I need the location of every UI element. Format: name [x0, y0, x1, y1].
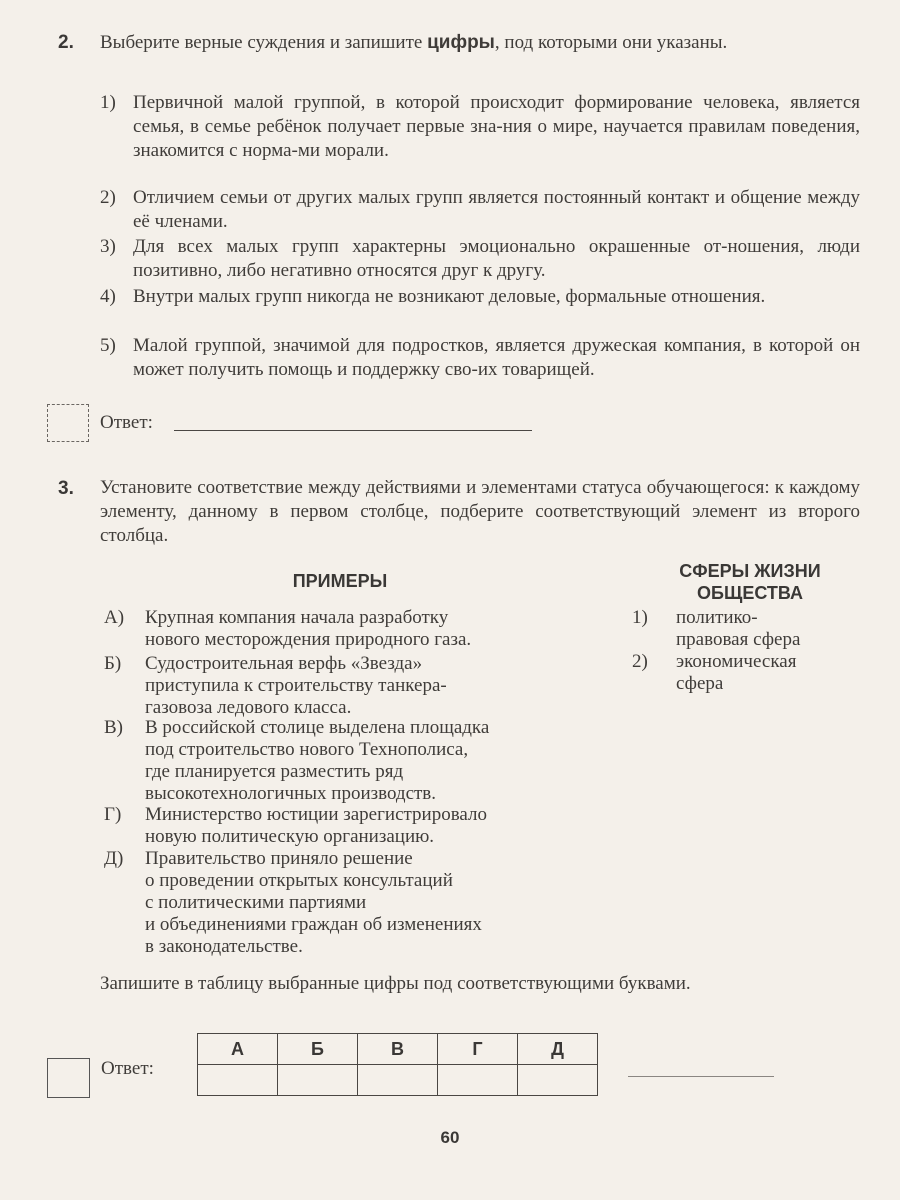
answer-cell-a[interactable]	[198, 1065, 278, 1096]
task-2-option-2: 2) Отличием семьи от других малых групп является постоянный контакт и общение между её членами.	[100, 187, 860, 232]
task-2-option-4: 4) Внутри малых групп никогда не возникают деловые, формальные отношения.	[100, 286, 766, 307]
task-3-prompt: Установите соответствие между действиями и элементами статуса обучающегося: к каждому элементу, данному в первом столбце, подберите соответствующий элемент из второго столбца.	[100, 477, 860, 546]
task-2-number: 2.	[58, 32, 74, 53]
spheres-column-header: СФЕРЫ ЖИЗНИ ОБЩЕСТВА	[679, 561, 821, 603]
task-3-instruction: Запишите в таблицу выбранные цифры под соответствующими буквами.	[100, 973, 691, 994]
answer-header-g: Г	[438, 1034, 518, 1065]
task-2-option-3: 3) Для всех малых групп характерны эмоционально окрашенные от-ношения, люди позитивно, либо негативно относятся друг к другу.	[100, 236, 860, 281]
task-2-answer-line[interactable]	[174, 430, 532, 431]
task-2-prompt: Выберите верные суждения и запишите цифры, под которыми они указаны.	[100, 32, 728, 53]
answer-header-v: В	[358, 1034, 438, 1065]
examples-column-header: ПРИМЕРЫ	[292, 571, 388, 591]
answer-header-d: Д	[518, 1034, 598, 1065]
task-2-answer-box[interactable]	[47, 404, 89, 442]
task-2-answer-label: Ответ:	[100, 412, 153, 433]
task-2-option-5: 5) Малой группой, значимой для подростков, является дружеская компания, в которой он может получить помощь и поддержку сво-их товарищей.	[100, 335, 860, 380]
answer-cell-b[interactable]	[278, 1065, 358, 1096]
answer-header-b: Б	[278, 1034, 358, 1065]
task-3-number: 3.	[58, 478, 74, 499]
answer-cell-v[interactable]	[358, 1065, 438, 1096]
answer-header-a: А	[198, 1034, 278, 1065]
task-2-option-1: 1) Первичной малой группой, в которой происходит формирование человека, является семья, в семье ребёнок получает первые зна-ния о мире, научается правилам поведения, знакомится с норма-ми морали.	[100, 92, 860, 161]
task-3-answer-box[interactable]	[47, 1058, 90, 1098]
answer-table-input-row	[198, 1065, 598, 1096]
page-number: 60	[440, 1128, 460, 1147]
answer-table-header-row	[198, 1034, 598, 1065]
task-3-extra-answer-line[interactable]	[628, 1076, 774, 1077]
task-3-answer-label: Ответ:	[101, 1058, 154, 1079]
answer-cell-d[interactable]	[518, 1065, 598, 1096]
task-3-answer-table	[197, 1033, 598, 1096]
workbook-page: 2. Выберите верные суждения и запишите цифры, под которыми они указаны. 1) Первичной малой группой, в которой происходит формирование человека, является семья, в семье ребёнок получает первые зна-ния о мире, научается правилам поведения, знакомится с норма-ми морали. 2) Отличием семьи от других малых групп является постоянный контакт и общение между её членами. 3) Для всех малых групп характерны эмоционально окрашенные от-ношения, люди позитивно, либо негативно относятся друг к другу. 4) Внутри малых групп никогда не возникают деловые, формальные отношения. 5) Малой группой, значимой для подростков, является дружеская компания, в которой он может получить помощь и поддержку сво-их товарищей. Ответ: 3. Установите соответствие между действиями и элементами статуса обучающегося: к каждому элементу, данному в первом столбце, подберите соответствующий элемент из второго столбца. ПРИМЕРЫ СФЕРЫ ЖИЗНИ ОБЩЕСТВА А) Крупная компания начала разработку нового месторождения природного газа. Б) Судостроительная верфь «Звезда» приступила к строительству танкера- газовоза ледового класса. В) В российской столице выделена площадка под строительство нового Технополиса, где планируется разместить ряд высокотехнологичных производств. Г) Министерство юстиции зарегистрировало новую политическую организацию. Д) Правительство приняло решение о проведении открытых консультаций с политическими партиями и объединениями граждан об изменениях в законодательстве. 1) политико- правовая сфера 2) экономическая сфера Запишите в таблицу выбранные цифры под соответствующими буквами. Ответ: А Б В Г Д 60	[0, 0, 900, 1200]
answer-cell-g[interactable]	[438, 1065, 518, 1096]
